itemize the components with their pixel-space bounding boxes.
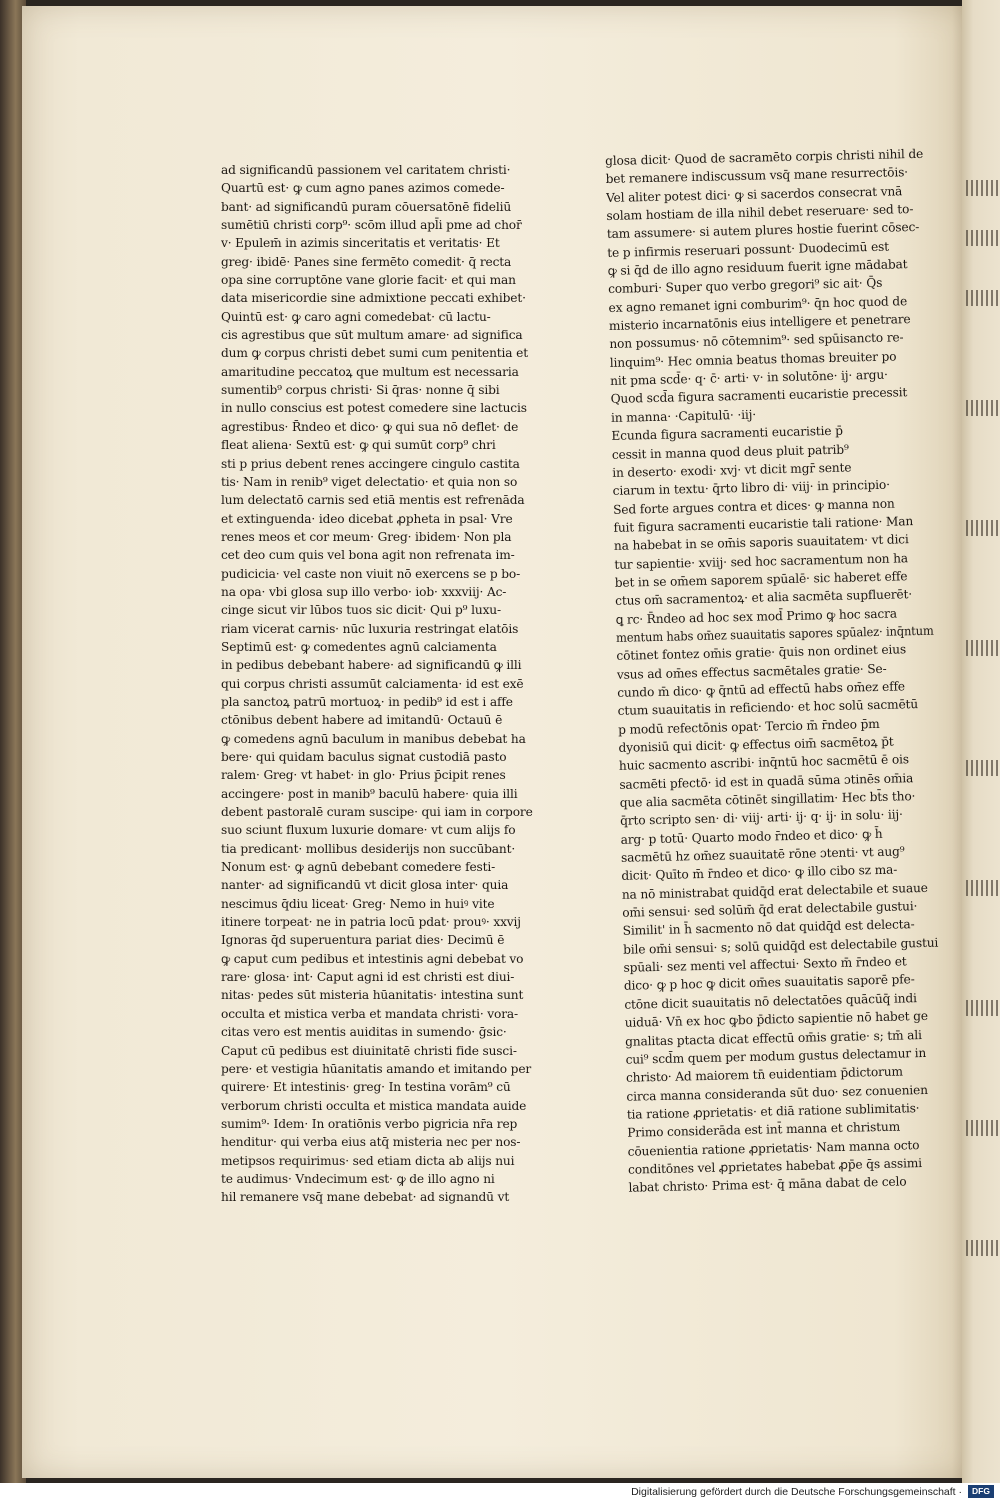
text-line: Septimū est· ꝙ comedentes agnū calciamenta — [221, 639, 497, 654]
text-line: christo· Ad maiorem tn̄ euidentiam p̄dictorum — [625, 1064, 904, 1085]
text-line: linquim⁹· Hec omnia beatus thomas breuiter po — [609, 349, 897, 370]
text-line: te audimus· Vndecimum est· ꝙ de illo agno ni — [221, 1171, 495, 1186]
text-line: solam hostiam de illa nihil debet reseruare· sed to- — [606, 202, 914, 224]
text-line: cōtinet fontez om̄is gratie· q̄uis non ordinet eius — [616, 642, 907, 664]
text-line: ctus om̄ sacramentoꝝ· et alia sacmēta supfluerēt· — [615, 587, 913, 609]
text-line: sumētiū christi corp⁹· scōm illud apl̄i pme ad chor̄ — [221, 218, 522, 233]
text-line: glosa dicit· Quod de sacramēto corpis christi nihil de — [605, 146, 924, 168]
text-line: citas vero est mentis auiditas in sumendo· ḡsic· — [221, 1025, 507, 1040]
text-line: sti p prius debent renes accingere cingulo castita — [221, 456, 520, 471]
text-line: ex agno remanet igni comburim⁹· q̄n hoc quod de — [608, 293, 908, 315]
text-line: Caput cū pedibus est diuinitatē christi fide susci- — [221, 1043, 517, 1058]
text-line: dico· ꝙ p hoc ꝙ dicit om̄es suauitatis saporē pfe- — [623, 972, 915, 994]
text-line: Quintū est· ꝙ caro agni comedebat· cū lactu- — [221, 309, 491, 324]
text-line: mentum habs om̄ez suauitatis sapores spūalez· inq̄ntum — [615, 623, 934, 645]
text-line: Vel aliter potest dici· ꝙ si sacerdos consecrat vnā — [605, 183, 903, 205]
text-line: bere· qui quidam baculus signat custodiā pasto — [221, 750, 507, 764]
text-line: in nullo conscius est potest comedere sine lactucis — [221, 401, 527, 416]
text-line: huic sacmento ascribi· inq̄ntū hoc sacmētū ē ois — [618, 752, 910, 774]
text-line: na opa· vbi glosa sup illo verbo· iob· xxxviij· Ac- — [221, 584, 507, 599]
text-line: sacmēti pfectō· id est in quadā sūma ɔtinēs om̄ia — [619, 770, 914, 792]
text-line: Quod scd̄a figura sacramenti eucaristie precessit — [610, 385, 908, 407]
text-line: Primo considerāda est int̄ manna et christum — [627, 1119, 901, 1140]
text-line: p modū refectōnis opat· Tercio m̄ r̄ndeo p̄m — [617, 716, 880, 737]
text-line: agrestibus· R̄ndeo et dico· ꝙ qui sua nō deflet· de — [221, 419, 519, 434]
text-line: labat christo· Prima est· q̄ māna dabat de celo — [628, 1174, 907, 1195]
text-line: qui corpus christi assumūt calciamenta· id est exē — [221, 676, 524, 691]
text-line: ctum suauitatis in reficiendo· et hoc solū sacmētū — [617, 697, 919, 719]
text-line: dum ꝙ corpus christi debet sumi cum penitentia et — [221, 346, 528, 361]
text-line: fleat aliena· Sextū est· ꝙ qui sumūt corp⁹ chri — [221, 438, 496, 453]
left-text-column — [221, 161, 543, 1207]
text-line: ctōne dicit suauitatis nō delectatōes quācūq̄ indi — [624, 990, 917, 1012]
text-line: renes meos et cor meum· Greg· ibidem· Non pla — [221, 529, 512, 544]
text-line: cet deo cum quis vel bona agit non refrenata im- — [221, 548, 515, 563]
text-line: arg· p totū· Quarto modo r̄ndeo et dico· ꝙ h̄ — [620, 826, 883, 847]
text-line: ctōnibus debent habere ad imitandū· Octauū ē — [221, 713, 503, 728]
facing-page-edge — [962, 0, 1000, 1483]
text-line: lum delectatō carnis sed etiā mentis est refrenāda — [221, 493, 525, 508]
text-line: et extinguenda· ideo dicebat ꝓpheta in psal· Vre — [221, 511, 513, 526]
text-line: cis agrestibus que sūt multum amare· ad significa — [221, 328, 523, 343]
text-line: cōuenientia ratione ꝓprietatis· Nam manna octo — [627, 1137, 920, 1159]
text-line: Sed forte argues contra et dices· ꝙ manna non — [612, 496, 895, 517]
text-line: henditur· qui verba eius atq̄ misteria nec per nos- — [221, 1135, 521, 1150]
text-line: sumim⁹· Idem· In oratiōnis verbo pigricia nr̄a rep — [221, 1116, 518, 1131]
text-line: sumentib⁹ corpus christi· Si q̄ras· nonne q̄ sibi — [221, 383, 500, 398]
text-line: tis· Nam in renib⁹ viget delectatio· et quia non so — [221, 474, 518, 489]
text-line: ralem· Greg· vt habet· in glo· Prius p̄cipit renes — [221, 768, 506, 783]
footer-bar — [0, 1483, 1000, 1501]
text-line: gnalitas ptacta dicat effectū om̄is gratie· s; tm̄ ali — [625, 1027, 922, 1049]
text-line: ad significandū passionem vel caritatem christi· — [221, 163, 511, 177]
text-line: bile om̄i sensui· s; solū quidq̄d est delectabile gustui — [622, 935, 939, 957]
text-line: tam assumere· si autem plures hostie fuerint cōsec- — [606, 220, 920, 242]
text-line: pudicicia· vel caste non viuit nō exercens se p bo- — [221, 566, 521, 581]
text-line: hil remanere vsq̄ mane debebat· ad signandū vt — [221, 1190, 510, 1205]
text-line: ꝙ comedens agnū baculum in manibus debebat ha — [221, 731, 526, 746]
text-line: verborum christi occulta et mistica mandata auide — [221, 1098, 527, 1113]
text-line: ꝗ rc· R̄ndeo ad hoc sex mod̄ Primo ꝙ hoc sacra — [615, 606, 898, 627]
text-line: ciarum in textu· q̄rto libro di· viij· in principio· — [612, 477, 891, 499]
text-line: pla sanctoꝝ patrū mortuoꝝ· in pedib⁹ id est i affe — [221, 694, 513, 709]
text-line: pere· et vestigia hūanitatis amando et imitando per — [221, 1061, 532, 1076]
text-line: bet in se om̄em saporem spūalē· sic haberet effe — [614, 569, 908, 590]
text-line: in manna· ·Capitulū· ·iij· — [610, 407, 757, 425]
text-line: te p infirmis reseruari possunt· Duodecimū est — [607, 239, 890, 260]
text-line: nescimus q̄diu liceat· Greg· Nemo in huiꝰ vite — [221, 896, 495, 911]
text-line: ꝙ caput cum pedibus et intestinis agni debebat vo — [221, 951, 524, 966]
text-line: nit pma scd̄e· q· c̄· arti· v· in solutōne· ij· argu· — [610, 367, 888, 389]
text-line: bant· ad significandū puram cōuersatōnē fideliū — [221, 199, 512, 214]
text-line: bet remanere indiscussum vsq̄ mane resurrectōis· — [605, 165, 909, 187]
text-line: debent pastoralē curam suscipe· qui iam in corpore — [221, 805, 533, 820]
text-line: in pedibus debebant habere· ad significandū ꝙ illi — [221, 658, 522, 673]
text-line: q̄rto scripto sen· di· viij· arti· ij· q· ij· in solu· iij· — [620, 807, 903, 829]
text-line: cui⁹ scd̄m quem per modum gustus delectamur in — [625, 1045, 927, 1067]
text-line: na habebat in se om̄is saporis suauitatem· vt dici — [613, 532, 909, 554]
text-line: misterio incarnatōnis eius intelligere et penetrare — [608, 312, 911, 334]
text-line: Ignoras q̄d superuentura pariat dies· Decimū ē — [221, 933, 505, 948]
text-line: vsus ad om̄es effectus sacmētales gratie· Se- — [616, 661, 887, 682]
text-line: non possumus· nō cōtemnim⁹· sed spūisancto re- — [609, 330, 904, 352]
dfg-logo: DFG — [968, 1485, 994, 1498]
text-line: opa sine corruptōne vane glorie facit· et qui man — [221, 273, 516, 288]
text-line: tur sapientie· xviij· sed hoc sacramentum non ha — [614, 550, 909, 572]
text-line: fuit figura sacramenti eucaristie tali ratione· Man — [613, 513, 914, 535]
text-line: tia predicant· mollibus desiderijs non succūbant· — [221, 841, 516, 856]
text-line: rare· glosa· int· Caput agni id est christi est diui- — [221, 970, 515, 985]
text-line: que alia sacmēta cōtinēt singillatim· Hec bt̄s tho· — [619, 789, 916, 810]
text-line: tia ratione ꝓprietatis· et diā ratione sublimitatis· — [626, 1100, 920, 1122]
text-line: data misericordie sine admixtione peccati exhibet· — [221, 291, 526, 306]
funding-notice: Digitalisierung gefördert durch die Deutsche Forschungsgemeinschaft · — [631, 1486, 962, 1498]
text-line: circa manna consideranda sūt duo· sez conuenien — [626, 1082, 928, 1104]
text-line: dyonisiū qui dicit· ꝙ effectus oim̄ sacmētoꝝ p̄t — [618, 734, 894, 755]
text-line: ꝙ si q̄d de illo agno residuum fuerit igne mādabat — [607, 257, 908, 279]
text-line: na nō ministrabat quidq̄d erat delectabile et suaue — [621, 880, 928, 902]
text-line: Quartū est· ꝙ cum agno panes azimos comede- — [221, 181, 505, 196]
text-line: quirere· Et intestinis· greg· In testina vorām⁹ cū — [221, 1080, 511, 1095]
text-line: amaritudine peccatoꝝ que multum est necessaria — [221, 364, 519, 379]
text-line: occulta et mistica verba et mandata christi· vora- — [221, 1006, 518, 1021]
text-line: spūali· sez menti vel affectui· Sexto m̄ r̄ndeo et — [623, 954, 907, 975]
text-line: sacmētū hz om̄ez suauitatē rōne ɔtenti· vt aug⁹ — [620, 844, 905, 865]
text-line: dicit· Quīto m̄ r̄ndeo et dico· ꝙ illo cibo sz ma- — [621, 862, 898, 884]
text-line: riam vicerat carnis· nūc luxuria restringat elatōis — [221, 621, 519, 636]
text-line: suo sciunt fluxum luxurie domare· vt cum alijs fo — [221, 823, 516, 838]
text-line: comburi· Super quo verbo gregori⁹ sic ait· Q̄s — [607, 276, 883, 297]
text-line: uiduā· Vn̄ ex hoc ꝙbo p̄dicto sapientie nō habet ge — [624, 1009, 929, 1030]
text-line: greg· ibidē· Panes sine fermēto comedit· q̄ recta — [221, 254, 512, 269]
text-line: conditōnes vel ꝓprietates habebat ꝓp̄e q̄s assimi — [627, 1155, 923, 1177]
text-line: Similit' in h̄ sacmento nō dat quidq̄d est delecta- — [622, 917, 915, 939]
text-line: accingere· post in manib⁹ baculū habere· quia illi — [221, 786, 518, 801]
text-line: metipsos requirimus· sed etiam dicta ab alijs nui — [221, 1153, 515, 1168]
text-line: in deserto· exodi· xvj· vt dicit mgr̄ sente — [612, 460, 852, 480]
text-line: v· Epulem̄ in azimis sinceritatis et veritatis· Et — [221, 236, 500, 251]
text-line: nanter· ad significandū vt dicit glosa inter· quia — [221, 878, 509, 893]
text-line: Ecunda figura sacramenti eucaristie p̄ — [611, 423, 843, 444]
text-line: itinere torpeat· ne in patria locū pdat· prouꝰ· xxvij — [221, 915, 521, 930]
text-line: cinge sicut vir lūbos tuos sic dicit· Qui p⁹ luxu- — [221, 603, 501, 618]
text-line: nitas· pedes sūt misteria hūanitatis· intestina sunt — [221, 988, 524, 1003]
text-line: cundo m̄ dico· ꝙ q̄ntū ad effectū habs om̄ez effe — [617, 679, 906, 700]
right-text-column — [605, 145, 947, 1198]
text-line: Nonum est· ꝙ agnū debebant comedere festi- — [221, 860, 496, 875]
text-line: cessit in manna quod deus pluit patrib⁹ — [611, 442, 849, 462]
text-line: om̄i sensui· sed solūm̄ q̄d erat delectabile gustui· — [622, 899, 918, 920]
